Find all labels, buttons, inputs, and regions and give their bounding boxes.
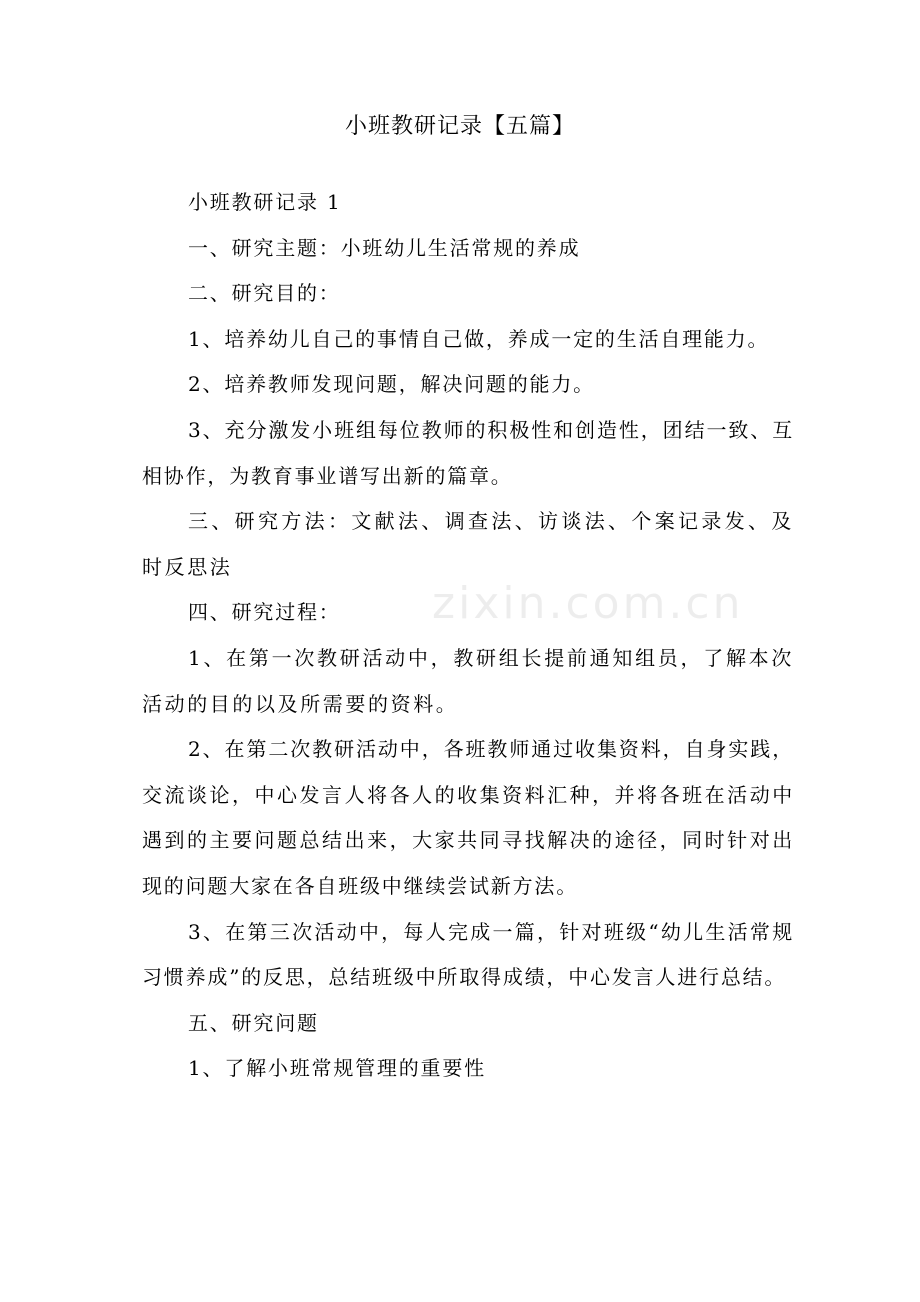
paragraph: 四、研究过程： [188, 600, 341, 625]
document-body [142, 180, 794, 1092]
document-title: 小班教研记录【五篇】 [344, 114, 575, 139]
watermark: zixin.com.cn [432, 578, 744, 629]
paragraph: 三、研究方法：文献法、调查法、访谈法、个案记录发、及时反思法 [142, 509, 794, 579]
section-heading: 小班教研记录 1 [188, 190, 342, 214]
paragraph: 3、充分激发小班组每位教师的积极性和创造性，团结一致、互相协作，为教育事业谱写出新的篇章。 [142, 417, 794, 488]
paragraph: 一、研究主题：小班幼儿生活常规的养成 [188, 235, 581, 260]
paragraph: 2、培养教师发现问题，解决问题的能力。 [188, 372, 595, 397]
paragraph: 1、了解小班常规管理的重要性 [188, 1056, 486, 1081]
paragraph: 1、培养幼儿自己的事情自己做，养成一定的生活自理能力。 [188, 326, 770, 351]
paragraph: 二、研究目的： [188, 281, 341, 306]
paragraph: 3、在第三次活动中，每人完成一篇，针对班级“幼儿生活常规习惯养成”的反思，总结班级中所取得成绩，中心发言人进行总结。 [142, 919, 794, 990]
paragraph: 1、在第一次教研活动中，教研组长提前通知组员，了解本次活动的目的以及所需要的资料。 [142, 645, 794, 716]
paragraph: 2、在第二次教研活动中，各班教师通过收集资料，自身实践，交流谈论，中心发言人将各人的收集资料汇种，并将各班在活动中遇到的主要问题总结出来，大家共同寻找解决的途径，同时针对出现的问题大家在各自班级中继续尝试新方法。 [142, 737, 794, 898]
paragraph: 五、研究问题 [188, 1010, 319, 1035]
